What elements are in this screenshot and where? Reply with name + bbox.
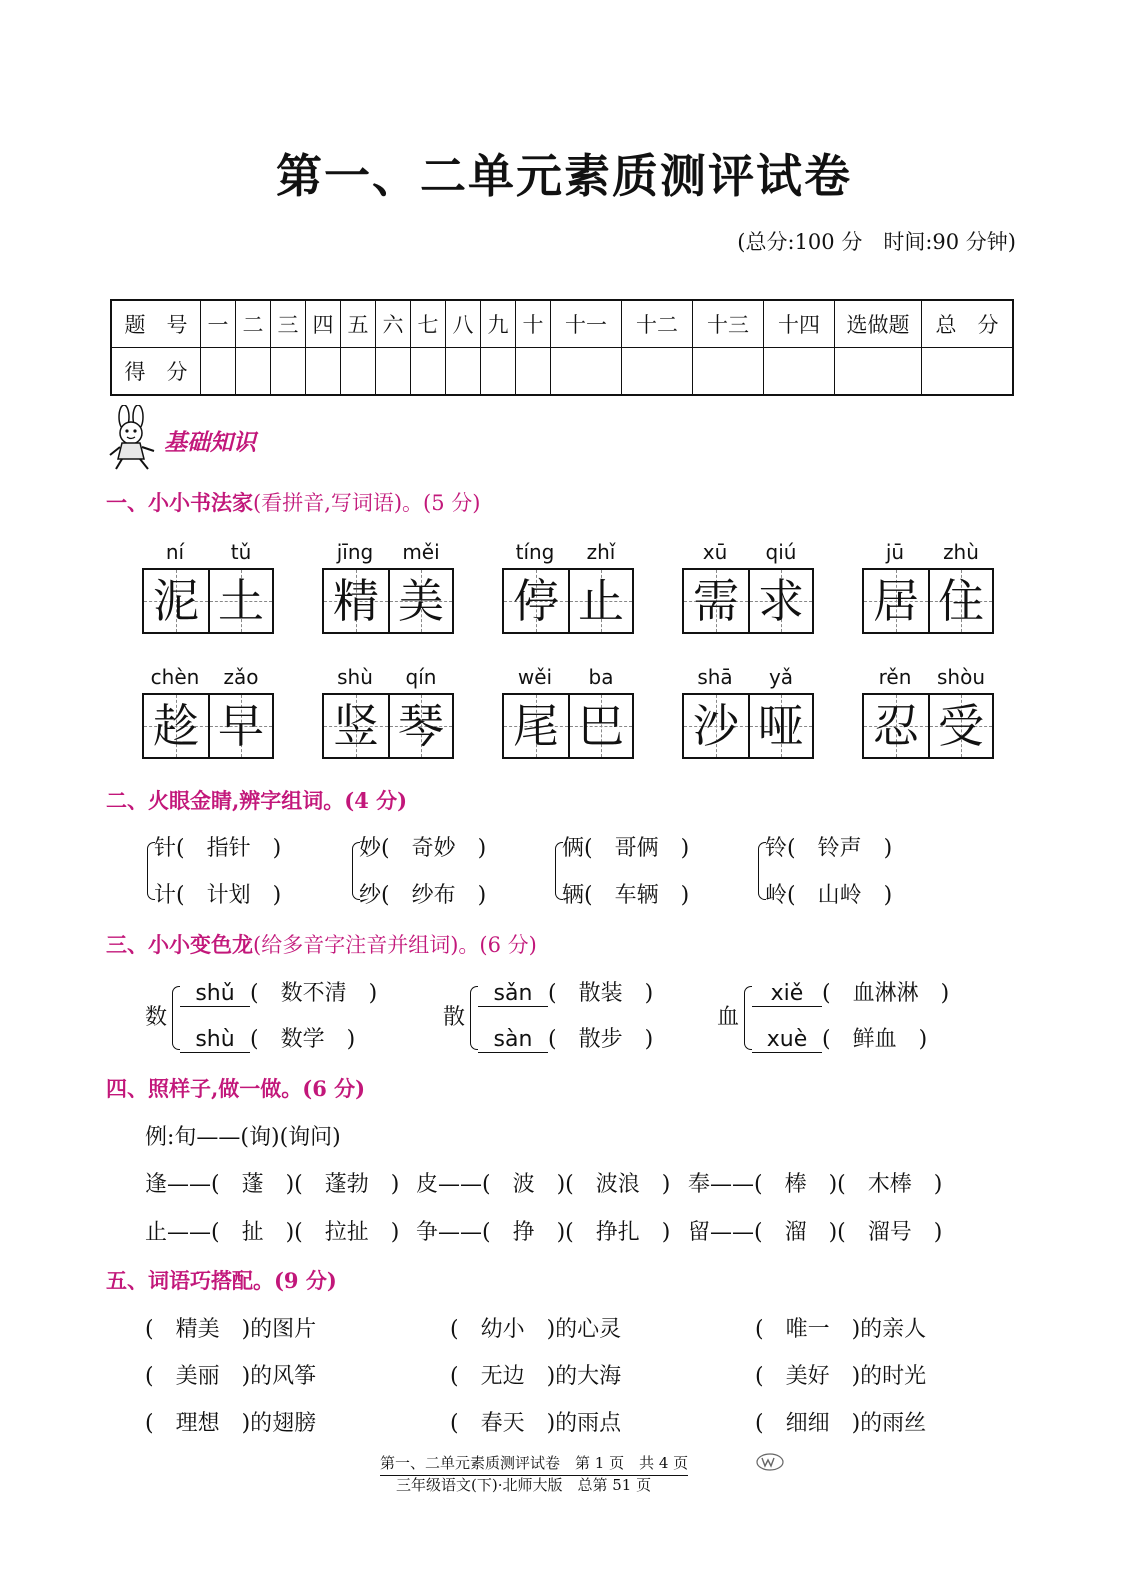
score-cell[interactable] bbox=[446, 348, 481, 396]
table-header-cell: 题 号 bbox=[111, 300, 201, 348]
character-cell[interactable] bbox=[684, 695, 748, 757]
table-header-cell: 一 bbox=[201, 300, 236, 348]
pinyin-label: měi bbox=[402, 540, 440, 564]
score-cell[interactable] bbox=[481, 348, 516, 396]
score-cell[interactable] bbox=[622, 348, 693, 396]
question-5-title: 五、词语巧搭配。(9 分) bbox=[106, 1268, 337, 1293]
written-character: 忍 bbox=[873, 699, 919, 753]
character-cell[interactable] bbox=[144, 695, 208, 757]
written-character: 需 bbox=[693, 574, 739, 628]
written-character: 沙 bbox=[693, 699, 739, 753]
q4-item: 逢——( 蓬 )( 蓬勃 ) bbox=[145, 1172, 400, 1197]
table-header-cell: 二 bbox=[236, 300, 271, 348]
written-character: 趁 bbox=[153, 699, 199, 753]
polyphone-item bbox=[180, 976, 377, 1007]
question-3-note: (给多音字注音并组词)。(6 分) bbox=[253, 933, 537, 957]
pinyin-label: jū bbox=[885, 540, 905, 564]
rabbit-mascot-icon bbox=[104, 405, 162, 471]
tianzi-grid bbox=[682, 568, 814, 634]
character-cell[interactable] bbox=[208, 570, 272, 632]
tianzi-grid bbox=[862, 693, 994, 759]
table-header-cell: 四 bbox=[306, 300, 341, 348]
pinyin-answer[interactable]: xuè bbox=[752, 1027, 822, 1053]
pinyin-label: tǔ bbox=[230, 540, 252, 564]
brace-icon bbox=[172, 986, 180, 1050]
pinyin-label: shā bbox=[697, 665, 733, 689]
polyphone-item bbox=[478, 1022, 653, 1053]
pinyin-label: jīng bbox=[336, 540, 374, 564]
character-cell[interactable] bbox=[864, 695, 928, 757]
score-cell[interactable] bbox=[764, 348, 835, 396]
written-character: 止 bbox=[578, 574, 624, 628]
brace-icon bbox=[744, 986, 752, 1050]
table-header-cell: 十四 bbox=[764, 300, 835, 348]
q4-item: 留——( 溜 )( 溜号 ) bbox=[688, 1220, 943, 1245]
character-cell[interactable] bbox=[208, 695, 272, 757]
q2-item: 辆( 车辆 ) bbox=[562, 883, 690, 908]
word-answer: ( 鲜血 ) bbox=[822, 1027, 928, 1052]
question-3-heading: 三、小小变色龙 bbox=[106, 932, 253, 957]
table-header-cell: 三 bbox=[271, 300, 306, 348]
pinyin-answer[interactable]: sǎn bbox=[478, 981, 548, 1007]
written-character: 精 bbox=[333, 574, 379, 628]
q2-item: 纱( 纱布 ) bbox=[359, 883, 487, 908]
tianzi-grid bbox=[502, 693, 634, 759]
pinyin-answer[interactable]: shǔ bbox=[180, 981, 250, 1007]
character-cell[interactable] bbox=[864, 570, 928, 632]
polyphone-char: 数 bbox=[145, 1005, 168, 1030]
q5-item: ( 理想 )的翅膀 bbox=[145, 1411, 317, 1436]
pinyin-label: qín bbox=[405, 665, 437, 689]
table-header-cell: 九 bbox=[481, 300, 516, 348]
written-character: 求 bbox=[758, 574, 804, 628]
q5-item: ( 唯一 )的亲人 bbox=[755, 1317, 927, 1342]
question-1-heading: 一、小小书法家 bbox=[106, 490, 253, 515]
score-cell[interactable] bbox=[376, 348, 411, 396]
polyphone-item bbox=[478, 976, 653, 1007]
q2-item: 针( 指针 ) bbox=[154, 836, 282, 861]
table-row-label: 得 分 bbox=[111, 348, 201, 396]
q2-item: 俩( 哥俩 ) bbox=[562, 836, 690, 861]
score-table-header bbox=[111, 300, 1013, 348]
word-answer: ( 数学 ) bbox=[250, 1027, 356, 1052]
character-cell[interactable] bbox=[568, 695, 632, 757]
pinyin-label: ní bbox=[165, 540, 185, 564]
score-cell[interactable] bbox=[201, 348, 236, 396]
pinyin-answer[interactable]: xiě bbox=[752, 981, 822, 1007]
written-character: 泥 bbox=[153, 574, 199, 628]
section-label: 基础知识 bbox=[164, 429, 256, 456]
pinyin-label: zǎo bbox=[223, 665, 259, 689]
question-2-title: 二、火眼金睛,辨字组词。(4 分) bbox=[106, 788, 408, 813]
tianzi-grid bbox=[322, 568, 454, 634]
score-cell[interactable] bbox=[835, 348, 922, 396]
table-header-cell: 十一 bbox=[551, 300, 622, 348]
table-header-cell: 六 bbox=[376, 300, 411, 348]
score-cell[interactable] bbox=[693, 348, 764, 396]
pinyin-label: xū bbox=[702, 540, 728, 564]
q2-item: 铃( 铃声 ) bbox=[765, 836, 893, 861]
written-character: 早 bbox=[218, 699, 264, 753]
pinyin-answer[interactable]: sàn bbox=[478, 1027, 548, 1053]
written-character: 巴 bbox=[578, 699, 624, 753]
score-table bbox=[110, 299, 1014, 396]
polyphone-item bbox=[752, 976, 949, 1007]
written-character: 哑 bbox=[758, 699, 804, 753]
character-cell[interactable] bbox=[928, 570, 992, 632]
tianzi-grid bbox=[142, 693, 274, 759]
character-cell[interactable] bbox=[144, 570, 208, 632]
polyphone-char: 散 bbox=[443, 1005, 466, 1030]
score-cell[interactable] bbox=[551, 348, 622, 396]
question-1-title bbox=[106, 487, 480, 517]
word-answer: ( 血淋淋 ) bbox=[822, 981, 950, 1006]
written-character: 居 bbox=[873, 574, 919, 628]
brace-icon bbox=[470, 986, 478, 1050]
q4-item: 皮——( 波 )( 波浪 ) bbox=[416, 1172, 671, 1197]
score-cell[interactable] bbox=[306, 348, 341, 396]
score-cell[interactable] bbox=[271, 348, 306, 396]
pinyin-label: rěn bbox=[878, 665, 912, 689]
q4-item: 奉——( 棒 )( 木棒 ) bbox=[688, 1172, 943, 1197]
character-cell[interactable] bbox=[748, 695, 812, 757]
q5-item: ( 无边 )的大海 bbox=[450, 1364, 622, 1389]
q4-example: 例:旬——(询)(询问) bbox=[145, 1125, 341, 1150]
tianzi-grid bbox=[322, 693, 454, 759]
q5-item: ( 美好 )的时光 bbox=[755, 1364, 927, 1389]
character-cell[interactable] bbox=[504, 570, 568, 632]
pinyin-label: zhǐ bbox=[586, 540, 616, 564]
polyphone-item bbox=[180, 1022, 355, 1053]
pinyin-label: ba bbox=[588, 665, 614, 689]
score-cell[interactable] bbox=[411, 348, 446, 396]
q2-item: 妙( 奇妙 ) bbox=[359, 836, 487, 861]
character-cell[interactable] bbox=[748, 570, 812, 632]
tianzi-grid bbox=[862, 568, 994, 634]
q4-item: 止——( 扯 )( 拉扯 ) bbox=[145, 1220, 400, 1245]
table-header-cell: 七 bbox=[411, 300, 446, 348]
q4-item: 争——( 挣 )( 挣扎 ) bbox=[416, 1220, 671, 1245]
score-table-row bbox=[111, 348, 1013, 396]
character-cell[interactable] bbox=[684, 570, 748, 632]
q5-item: ( 美丽 )的风筝 bbox=[145, 1364, 317, 1389]
polyphone-char: 血 bbox=[717, 1005, 740, 1030]
q5-item: ( 幼小 )的心灵 bbox=[450, 1317, 622, 1342]
question-4-title: 四、照样子,做一做。(6 分) bbox=[106, 1076, 366, 1101]
word-answer: ( 散装 ) bbox=[548, 981, 654, 1006]
table-header-cell: 八 bbox=[446, 300, 481, 348]
score-cell[interactable] bbox=[922, 348, 1014, 396]
polyphone-item bbox=[752, 1022, 927, 1053]
table-header-cell: 五 bbox=[341, 300, 376, 348]
written-character: 琴 bbox=[398, 699, 444, 753]
tianzi-grid bbox=[502, 568, 634, 634]
table-header-cell: 十三 bbox=[693, 300, 764, 348]
character-cell[interactable] bbox=[388, 570, 452, 632]
tianzi-grid bbox=[142, 568, 274, 634]
character-cell[interactable] bbox=[928, 695, 992, 757]
question-1-note: (看拼音,写词语)。(5 分) bbox=[253, 491, 481, 515]
table-header-cell: 总 分 bbox=[922, 300, 1014, 348]
pinyin-label: yǎ bbox=[768, 665, 794, 689]
q2-item: 计( 计划 ) bbox=[154, 883, 282, 908]
character-cell[interactable] bbox=[568, 570, 632, 632]
score-time-info: (总分:100 分 时间:90 分钟) bbox=[737, 230, 1016, 254]
character-cell[interactable] bbox=[388, 695, 452, 757]
score-cell[interactable] bbox=[236, 348, 271, 396]
score-cell[interactable] bbox=[516, 348, 551, 396]
word-answer: ( 数不清 ) bbox=[250, 981, 378, 1006]
q2-item: 岭( 山岭 ) bbox=[765, 883, 893, 908]
word-answer: ( 散步 ) bbox=[548, 1027, 654, 1052]
pinyin-label: chèn bbox=[150, 665, 200, 689]
written-character: 受 bbox=[938, 699, 984, 753]
character-cell[interactable] bbox=[504, 695, 568, 757]
pinyin-label: qiú bbox=[765, 540, 797, 564]
character-cell[interactable] bbox=[324, 695, 388, 757]
tianzi-grid bbox=[682, 693, 814, 759]
pinyin-label: wěi bbox=[517, 665, 553, 689]
publisher-logo-icon bbox=[755, 1452, 785, 1472]
footer-book-info: 三年级语文(下)·北师大版 总第 51 页 bbox=[396, 1476, 652, 1494]
written-character: 美 bbox=[398, 574, 444, 628]
written-character: 尾 bbox=[513, 699, 559, 753]
pinyin-label: tíng bbox=[515, 540, 555, 564]
table-header-cell: 十二 bbox=[622, 300, 693, 348]
written-character: 住 bbox=[938, 574, 984, 628]
written-character: 竖 bbox=[333, 699, 379, 753]
page-title: 第一、二单元素质测评试卷 bbox=[276, 149, 852, 203]
pinyin-answer[interactable]: shù bbox=[180, 1027, 250, 1053]
pinyin-label: zhù bbox=[943, 540, 979, 564]
written-character: 土 bbox=[218, 574, 264, 628]
q5-item: ( 春天 )的雨点 bbox=[450, 1411, 622, 1436]
table-header-cell: 十 bbox=[516, 300, 551, 348]
question-3-title bbox=[106, 929, 537, 959]
footer-page-info: 第一、二单元素质测评试卷 第 1 页 共 4 页 bbox=[380, 1452, 688, 1476]
written-character: 停 bbox=[513, 574, 559, 628]
score-cell[interactable] bbox=[341, 348, 376, 396]
q5-item: ( 细细 )的雨丝 bbox=[755, 1411, 927, 1436]
pinyin-label: shòu bbox=[936, 665, 985, 689]
table-header-cell: 选做题 bbox=[835, 300, 922, 348]
character-cell[interactable] bbox=[324, 570, 388, 632]
pinyin-label: shù bbox=[337, 665, 373, 689]
q5-item: ( 精美 )的图片 bbox=[145, 1317, 317, 1342]
